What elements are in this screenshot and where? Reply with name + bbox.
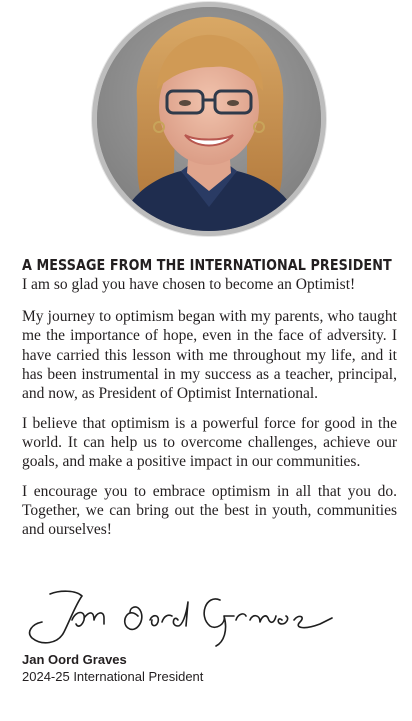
signer-name: Jan Oord Graves	[22, 652, 127, 667]
portrait-frame	[92, 2, 326, 236]
message-heading: A MESSAGE FROM THE INTERNATIONAL PRESIDENT	[22, 256, 392, 274]
message-body	[22, 275, 397, 550]
message-paragraph: I believe that optimism is a powerful force for good in the world. It can help us to overcome challenges, achieve our goals, and make a positive impact in our communities.	[22, 414, 397, 471]
message-paragraph: My journey to optimism began with my parents, who taught me the importance of hope, even in the face of adversity. I have carried this lesson with me throughout my life, and it has been instrumental in my success as a teacher, principal, and now, as President of Optimist International.	[22, 308, 397, 403]
handwritten-signature	[20, 586, 340, 648]
message-paragraph: I encourage you to embrace optimism in all that you do. Together, we can bring out the best in youth, communities and ourselves!	[22, 482, 397, 539]
president-portrait	[97, 7, 321, 231]
signer-title: 2024-25 International President	[22, 669, 204, 684]
message-intro: I am so glad you have chosen to become an Optimist!	[22, 276, 356, 293]
president-portrait-image	[97, 7, 321, 231]
